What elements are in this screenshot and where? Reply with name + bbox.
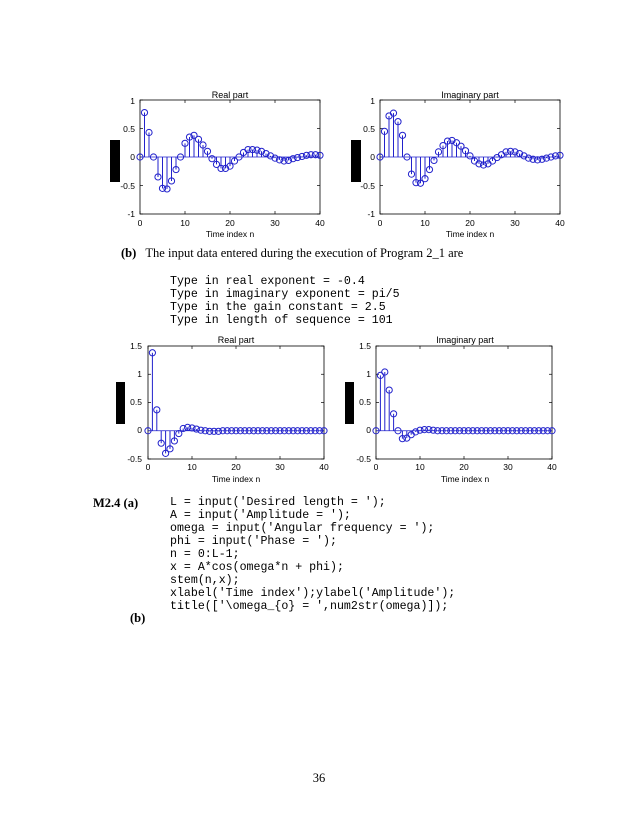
- y-tick-label: -1: [127, 209, 135, 219]
- y-tick-label: 0.5: [359, 397, 371, 407]
- x-tick-label: 0: [377, 218, 383, 228]
- x-tick-label: 10: [420, 218, 430, 228]
- y-tick-label: 1.5: [359, 341, 371, 351]
- chart-bottom-imag: [335, 333, 575, 488]
- plot-area: [373, 346, 555, 459]
- x-axis-label: Time index n: [205, 229, 255, 239]
- code-line: Type in real exponent = -0.4: [170, 275, 365, 288]
- x-tick-label: 20: [231, 462, 241, 472]
- x-tick-label: 10: [415, 462, 425, 472]
- chart-bottom-imag-svg: [335, 333, 575, 488]
- code-line: Type in length of sequence = 101: [170, 314, 393, 327]
- x-tick-label: 30: [275, 462, 285, 472]
- x-tick-label: 10: [180, 218, 190, 228]
- part-b-label: (b): [130, 611, 146, 625]
- y-tick-label: 1.5: [130, 341, 142, 351]
- chart-title: Imaginary part: [436, 335, 494, 345]
- code-line: xlabel('Time index');ylabel('Amplitude');: [170, 587, 456, 600]
- y-tick-label: 0.5: [130, 397, 142, 407]
- code-line: omega = input('Angular frequency = ');: [170, 522, 435, 535]
- y-tick-label: 0: [130, 152, 135, 162]
- y-tick-label: 0.5: [123, 124, 135, 134]
- x-axis-label: Time index n: [445, 229, 495, 239]
- chart-bottom-real-svg: [108, 333, 348, 488]
- matlab-listing: [170, 496, 455, 613]
- chart-title: Real part: [211, 90, 249, 100]
- x-axis-label: Time index n: [440, 474, 490, 484]
- code-line: x = A*cos(omega*n + phi);: [170, 561, 344, 574]
- stem-marker: [299, 153, 305, 159]
- code-line: phi = input('Phase = ');: [170, 535, 337, 548]
- x-tick-label: 40: [547, 462, 557, 472]
- x-tick-label: 40: [319, 462, 329, 472]
- problem-label: M2.4 (a): [93, 496, 139, 510]
- page-number: 36: [312, 771, 326, 785]
- y-tick-label: 0: [366, 425, 371, 435]
- chart-top-real-svg: [100, 85, 350, 243]
- chart-top-real: [100, 85, 350, 243]
- paragraph-b: [121, 246, 463, 261]
- x-tick-label: 40: [555, 218, 565, 228]
- y-tick-label: 1: [137, 369, 142, 379]
- y-tick-label: 0: [137, 425, 142, 435]
- chart-bottom-real: [108, 333, 348, 488]
- y-tick-label: 0: [370, 152, 375, 162]
- code-line: n = 0:L-1;: [170, 548, 240, 561]
- plot-area: [137, 100, 323, 214]
- x-tick-label: 20: [459, 462, 469, 472]
- y-tick-label: -0.5: [127, 454, 142, 464]
- code-line: L = input('Desired length = ');: [170, 496, 386, 509]
- x-tick-label: 30: [503, 462, 513, 472]
- y-tick-label: 1: [130, 96, 135, 106]
- stem-marker: [294, 154, 300, 160]
- plot-area: [377, 100, 563, 214]
- y-tick-label: 1: [370, 96, 375, 106]
- y-tick-label: -0.5: [120, 181, 135, 191]
- stem-marker: [193, 426, 199, 432]
- x-tick-label: 20: [225, 218, 235, 228]
- chart-title: Real part: [217, 335, 255, 345]
- y-tick-label: 0.5: [363, 124, 375, 134]
- y-tick-label: 1: [366, 369, 371, 379]
- code-line: Type in the gain constant = 2.5: [170, 301, 386, 314]
- axes-box: [148, 346, 324, 459]
- chart-top-imag-svg: [340, 85, 590, 243]
- code-line: stem(n,x);: [170, 574, 240, 587]
- y-tick-label: -0.5: [360, 181, 375, 191]
- code-line: A = input('Amplitude = ');: [170, 509, 351, 522]
- x-tick-label: 30: [270, 218, 280, 228]
- x-tick-label: 30: [510, 218, 520, 228]
- x-tick-label: 0: [145, 462, 151, 472]
- y-tick-label: -0.5: [356, 454, 371, 464]
- paragraph-b-label: (b): [121, 246, 137, 260]
- stem-marker: [494, 154, 500, 160]
- y-tick-label: -1: [367, 209, 375, 219]
- x-tick-label: 10: [187, 462, 197, 472]
- x-tick-label: 0: [137, 218, 143, 228]
- code-line: title(['\omega_{o} = ',num2str(omega)]);: [170, 600, 449, 613]
- x-tick-label: 40: [315, 218, 325, 228]
- x-axis-label: Time index n: [211, 474, 261, 484]
- input-listing: [170, 275, 400, 327]
- chart-title: Imaginary part: [441, 90, 499, 100]
- x-tick-label: 0: [373, 462, 379, 472]
- chart-top-imag: [340, 85, 590, 243]
- plot-area: [145, 346, 327, 459]
- x-tick-label: 20: [465, 218, 475, 228]
- paragraph-b-text: The input data entered during the execution of Program 2_1 are: [145, 246, 464, 260]
- code-line: Type in imaginary exponent = pi/5: [170, 288, 400, 301]
